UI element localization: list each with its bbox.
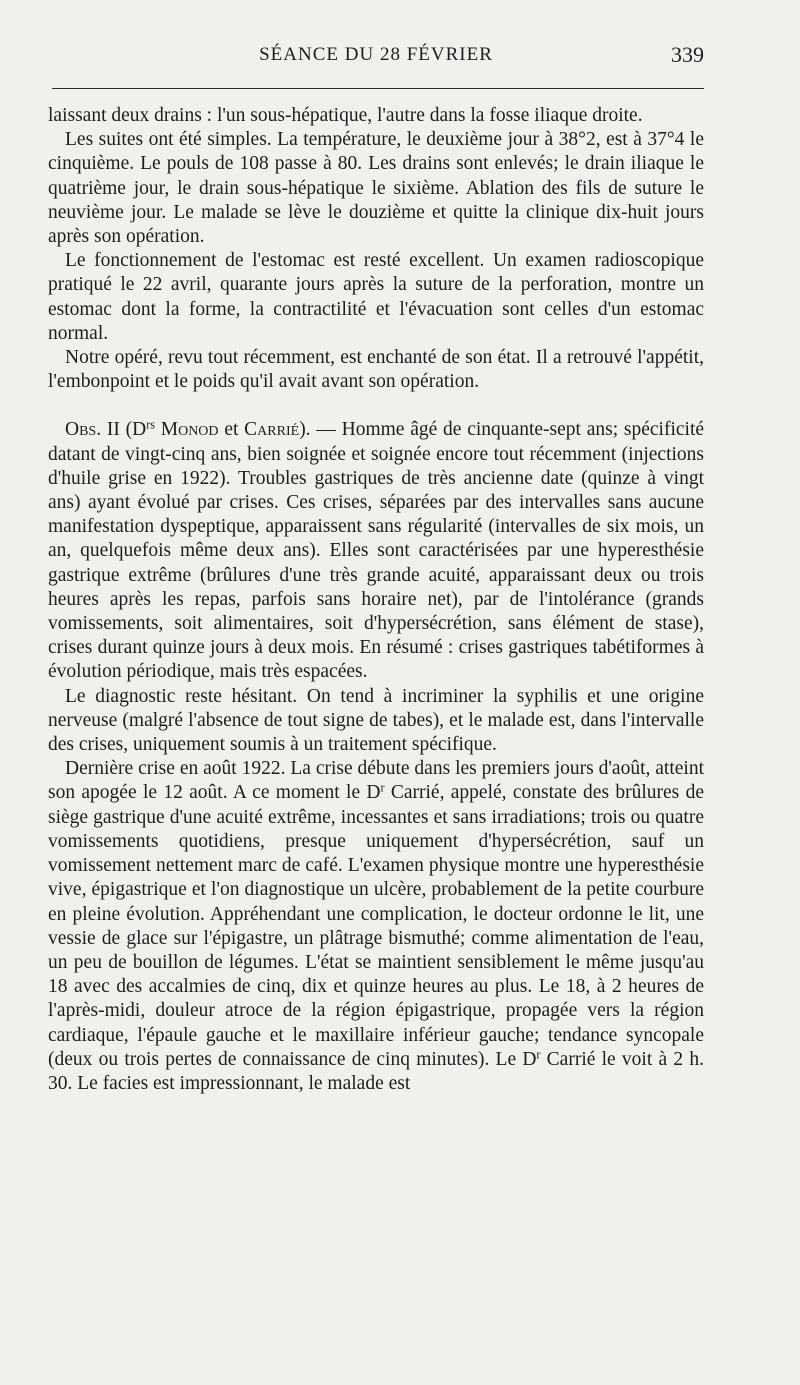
paragraph: Le diagnostic reste hésitant. On tend à incriminer la syphilis et une origine nerveuse (malgré l'absence de tout signe de tabes), et le malade est, dans l'intervalle des crises, uniquement soumis à un traitement spécifique. bbox=[48, 685, 704, 756]
doctors-abbrev-sup: rs bbox=[146, 417, 155, 432]
observation-label: Obs. II bbox=[65, 419, 120, 441]
doctor-abbrev-sup: r bbox=[536, 1047, 541, 1062]
paragraph: Notre opéré, revu tout récemment, est enchanté de son état. Il a retrouvé l'appétit, l'embonpoint et le poids qu'il avait avant son opération. bbox=[48, 347, 704, 393]
doctor-abbrev-sup: r bbox=[380, 780, 385, 795]
paragraph-text: Carrié, appelé, constate des brûlures de siège gastrique d'une acuité extrême, incessantes et sans irradiations; trois ou quatre vomissements quotidiens, presque uniquement d'hypersécrétion, sauf un vomissement nettement marc de café. L'examen physique montre une hyperesthésie vive, épigastrique et l'on diagnostique un ulcère, probablement de la petite courbure en pleine évolution. Appréhendant une complication, le docteur ordonne le lit, une vessie de glace sur l'épigastre, un plâtrage bismuthé; comme alimentation de l'eau, un peu de bouillon de légumes. L'état se maintient sensiblement le même jusqu'au 18 avec des accalmies de cinq, dix et quinze heures au plus. Le 18, à 2 heures de l'après-midi, douleur atroce de la région épigastrique, propagée vers la région cardiaque, l'épaule gauche et le maxillaire inférieur gauche; tendance syncopale (deux ou trois pertes de connaissance de cinq minutes). Le D bbox=[48, 782, 704, 1070]
page-header bbox=[48, 42, 704, 72]
observation-paragraph: Obs. II ($D^{rs}$ Monod et Carrié). — Homme âgé de cinquante-sept ans; spécificité datant de vingt-cinq ans, bien soignée et soignée encore tout récemment (injections d'huile grise en 1922). Troubles gastriques de très ancienne date (quinze à vingt ans) ayant évolué par crises. Ces crises, séparées par des intervalles sans aucune manifestation dyspeptique, apparaissent sans régularité (intervalles de six mois, un an, quelquefois même deux ans). Elles sont caractérisées par une hyperesthésie gastrique extrême (brûlures d'une très grande acuité, apparaissant deux ou trois heures après les repas, parfois sans horaire net), par de l'intolérance (grands vomissements, soit alimentaires, soit d'hypersécrétion, sans élément de stase), crises durant quinze jours à deux mois. En résumé : crises gastriques tabétiformes à évolution périodique, mais très espacées. bbox=[48, 417, 705, 683]
paragraph: Le fonctionnement de l'estomac est resté excellent. Un examen radioscopique pratiqué le 22 avril, quarante jours après la suture de la perforation, montre un estomac dont la forme, la contractilité et l'évacuation sont celles d'un estomac normal. bbox=[48, 250, 704, 344]
paragraph-text: Dernière crise en août 1922. La crise débute dans les premiers jours d'août, atteint son apogée le 12 août. A ce moment le D bbox=[48, 758, 704, 804]
doctors-abbrev: D bbox=[132, 419, 147, 441]
page-number: 339 bbox=[671, 42, 704, 67]
paragraph: laissant deux drains : l'un sous-hépatique, l'autre dans la fosse iliaque droite. bbox=[48, 105, 643, 126]
header-rule bbox=[52, 88, 704, 89]
paragraph-text: Carrié le voit à 2 h. 30. Le facies est impressionnant, le malade est bbox=[48, 1048, 704, 1094]
author-name: Carrié bbox=[244, 419, 300, 441]
conjunction: et bbox=[224, 419, 239, 441]
observation-text: — Homme âgé de cinquante-sept ans; spécificité datant de vingt-cinq ans, bien soignée et soignée encore tout récemment (injections d'huile grise en 1922). Troubles gastriques de très ancienne date (quinze à vingt ans) ayant évolué par crises. Ces crises, séparées par des intervalles sans aucune manifestation dyspeptique, apparaissent sans régularité (intervalles de six mois, un an, quelquefois même deux ans). Elles sont caractérisées par une hyperesthésie gastrique extrême (brûlures d'une très grande acuité, apparaissant deux ou trois heures après les repas, parfois sans horaire net), par de l'intolérance (grands vomissements, soit alimentaires, soit d'hypersécrétion, sans élément de stase), crises durant quinze jours à deux mois. En résumé : crises gastriques tabétiformes à évolution périodique, mais très espacées. bbox=[48, 419, 705, 683]
paragraph: Les suites ont été simples. La température, le deuxième jour à 38°2, est à 37°4 le cinquième. Le pouls de 108 passe à 80. Les drains sont enlevés; le drain iliaque le quatrième jour, le drain sous-hépatique le sixième. Ablation des fils de suture le neuvième jour. Le malade se lève le douzième et quitte la clinique dix-huit jours après son opération. bbox=[48, 129, 704, 248]
running-title: SÉANCE DU 28 FÉVRIER bbox=[259, 44, 493, 65]
paragraph bbox=[48, 757, 704, 1096]
author-name: Monod bbox=[160, 419, 219, 441]
body-text bbox=[48, 104, 704, 1096]
